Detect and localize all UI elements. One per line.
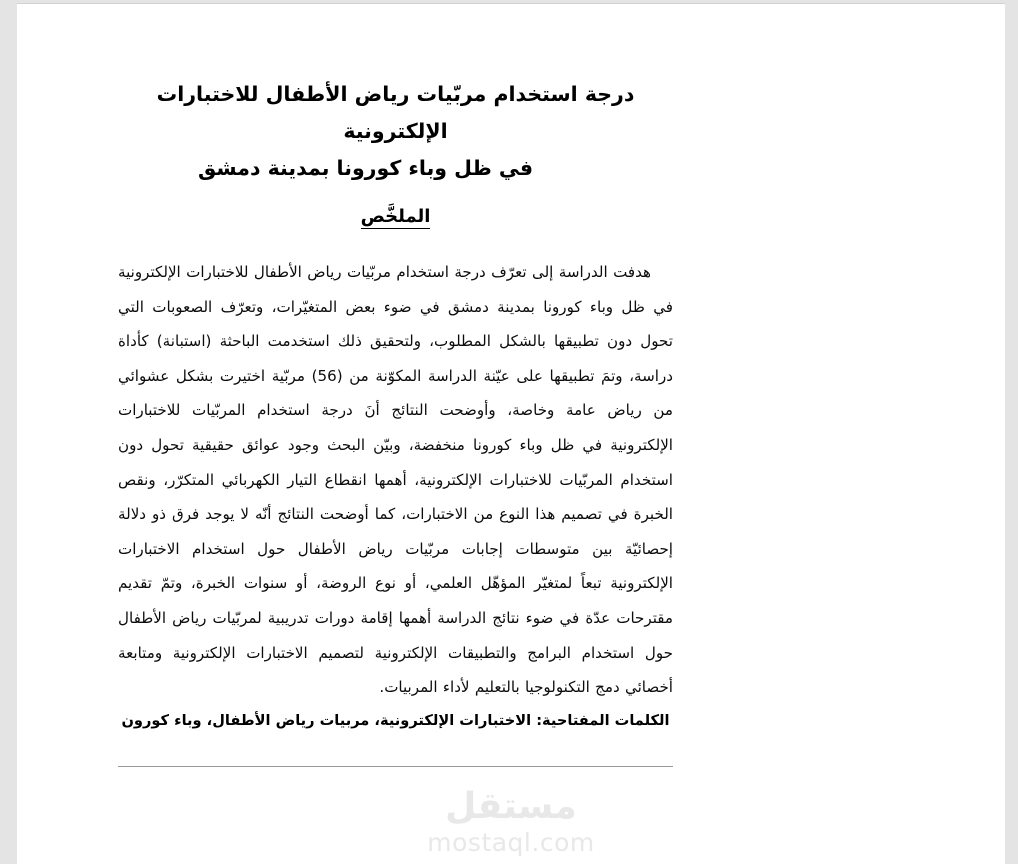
keywords-line: الكلمات المفتاحية: الاختبارات الإلكترونية، مربيات رياض الأطفال، وباء كورون — [121, 712, 670, 729]
watermark-brand-arabic: مستقل — [445, 786, 577, 827]
abstract-heading — [118, 206, 673, 229]
title-line-1: درجة استخدام مربّيات رياض الأطفال للاختبارات الإلكترونية — [156, 82, 635, 143]
title-line-2: في ظل وباء كورونا بمدينة دمشق — [197, 156, 534, 180]
page-title — [118, 76, 673, 187]
watermark-brand-domain: mostaql.com — [427, 828, 595, 857]
document-content-column — [118, 4, 673, 864]
abstract-heading-label: الملخَّص — [360, 206, 431, 227]
footer-divider — [118, 766, 673, 767]
document-page — [17, 3, 1005, 864]
abstract-body-text: هدفت الدراسة إلى تعرّف درجة استخدام مربّيات رياض الأطفال للاختبارات الإلكترونية في ظل وباء كورونا بمدينة دمشق في ضوء بعض المتغيّرات، وتعرّف الصعوبات التي تحول دون تطبيقها بالشكل المطلوب، ولتحقيق ذلك استخدمت الباحثة (استبانة) كأداة دراسة، وتمَ تطبيقها على عيّنة الدراسة المكوّنة من (56) مربّية اختيرت بشكل عشوائي من رياض عامة وخاصة، وأوضحت النتائج أنَ درجة استخدام المربّيات للاختبارات الإلكترونية في ظل وباء كورونا منخفضة، وبيّن البحث وجود عوائق حقيقية تحول دون استخدام المربّيات للاختبارات الإلكترونية، أهمها انقطاع التيار الكهربائي المتكرّر، ونقص الخبرة في تصميم هذا النوع من الاختبارات، كما أوضحت النتائج أنّه لا يوجد فرق ذو دلالة إحصائيّة بين متوسطات إجابات مربّيات رياض الأطفال حول استخدام الاختبارات الإلكترونية تبعاً لمتغيّر المؤهّل العلمي، أو نوع الروضة، أو سنوات الخبرة، وتمّ تقديم مقترحات عدّة في ضوء نتائج الدراسة أهمها إقامة دورات تدريبية لمربّيات رياض الأطفال حول استخدام البرامج والتطبيقات الإلكترونية لتصميم الاختبارات الإلكترونية ومتابعة أخصائي دمج التكنولوجيا بالتعليم لأداء المربيات. — [118, 263, 673, 697]
